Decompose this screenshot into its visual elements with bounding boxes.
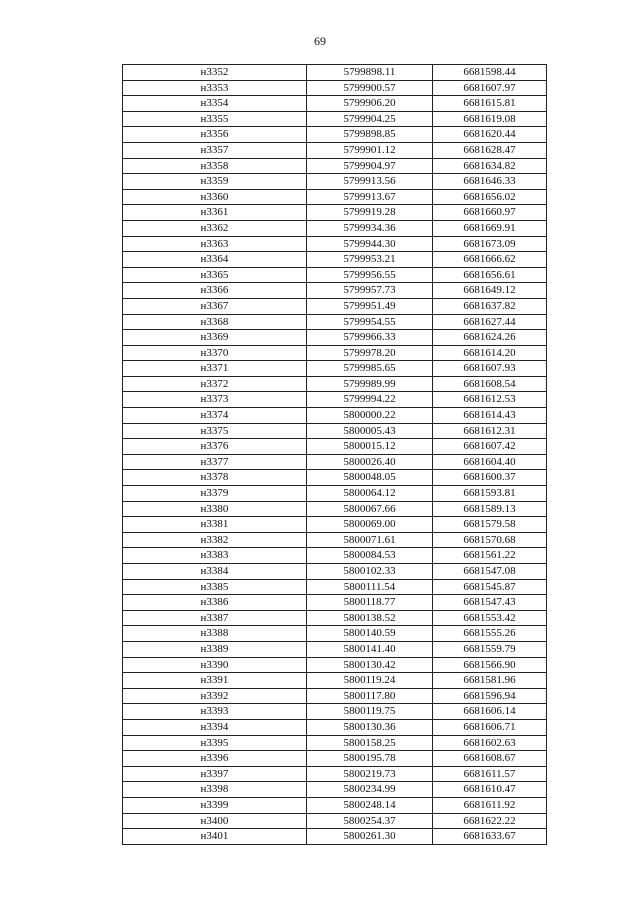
point-id-cell: н3361 bbox=[123, 205, 307, 221]
table-row bbox=[123, 361, 547, 377]
table-row bbox=[123, 80, 547, 96]
y-coordinate-cell: 6681606.71 bbox=[433, 719, 547, 735]
point-id-cell: н3382 bbox=[123, 532, 307, 548]
y-coordinate-cell: 6681547.43 bbox=[433, 595, 547, 611]
point-id-cell: н3372 bbox=[123, 376, 307, 392]
y-coordinate-cell: 6681615.81 bbox=[433, 96, 547, 112]
point-id-cell: н3373 bbox=[123, 392, 307, 408]
point-id-cell: н3398 bbox=[123, 782, 307, 798]
x-coordinate-cell: 5799904.97 bbox=[307, 158, 433, 174]
x-coordinate-cell: 5800261.30 bbox=[307, 829, 433, 845]
x-coordinate-cell: 5800119.24 bbox=[307, 673, 433, 689]
table-row bbox=[123, 517, 547, 533]
y-coordinate-cell: 6681611.57 bbox=[433, 766, 547, 782]
table-row bbox=[123, 470, 547, 486]
table-row bbox=[123, 236, 547, 252]
point-id-cell: н3397 bbox=[123, 766, 307, 782]
x-coordinate-cell: 5800048.05 bbox=[307, 470, 433, 486]
x-coordinate-cell: 5800118.77 bbox=[307, 595, 433, 611]
x-coordinate-cell: 5799994.22 bbox=[307, 392, 433, 408]
y-coordinate-cell: 6681611.92 bbox=[433, 797, 547, 813]
table-row bbox=[123, 704, 547, 720]
table-row bbox=[123, 782, 547, 798]
coordinate-table bbox=[122, 64, 547, 845]
x-coordinate-cell: 5800138.52 bbox=[307, 610, 433, 626]
point-id-cell: н3392 bbox=[123, 688, 307, 704]
point-id-cell: н3367 bbox=[123, 298, 307, 314]
y-coordinate-cell: 6681596.94 bbox=[433, 688, 547, 704]
x-coordinate-cell: 5800000.22 bbox=[307, 408, 433, 424]
x-coordinate-cell: 5799934.36 bbox=[307, 220, 433, 236]
y-coordinate-cell: 6681624.26 bbox=[433, 330, 547, 346]
y-coordinate-cell: 6681622.22 bbox=[433, 813, 547, 829]
x-coordinate-cell: 5799978.20 bbox=[307, 345, 433, 361]
point-id-cell: н3376 bbox=[123, 439, 307, 455]
point-id-cell: н3352 bbox=[123, 65, 307, 81]
point-id-cell: н3365 bbox=[123, 267, 307, 283]
point-id-cell: н3374 bbox=[123, 408, 307, 424]
x-coordinate-cell: 5800102.33 bbox=[307, 564, 433, 580]
table-row bbox=[123, 626, 547, 642]
point-id-cell: н3360 bbox=[123, 189, 307, 205]
x-coordinate-cell: 5799904.25 bbox=[307, 111, 433, 127]
table-row bbox=[123, 454, 547, 470]
y-coordinate-cell: 6681612.53 bbox=[433, 392, 547, 408]
point-id-cell: н3355 bbox=[123, 111, 307, 127]
x-coordinate-cell: 5799985.65 bbox=[307, 361, 433, 377]
x-coordinate-cell: 5799901.12 bbox=[307, 142, 433, 158]
y-coordinate-cell: 6681600.37 bbox=[433, 470, 547, 486]
table-row bbox=[123, 298, 547, 314]
point-id-cell: н3364 bbox=[123, 252, 307, 268]
point-id-cell: н3395 bbox=[123, 735, 307, 751]
table-row bbox=[123, 220, 547, 236]
point-id-cell: н3366 bbox=[123, 283, 307, 299]
table-row bbox=[123, 766, 547, 782]
point-id-cell: н3357 bbox=[123, 142, 307, 158]
table-row bbox=[123, 423, 547, 439]
y-coordinate-cell: 6681593.81 bbox=[433, 486, 547, 502]
y-coordinate-cell: 6681608.54 bbox=[433, 376, 547, 392]
table-row bbox=[123, 797, 547, 813]
table-row bbox=[123, 65, 547, 81]
table-row bbox=[123, 189, 547, 205]
point-id-cell: н3383 bbox=[123, 548, 307, 564]
table-row bbox=[123, 205, 547, 221]
y-coordinate-cell: 6681607.97 bbox=[433, 80, 547, 96]
table-row bbox=[123, 283, 547, 299]
table-row bbox=[123, 174, 547, 190]
table-row bbox=[123, 111, 547, 127]
y-coordinate-cell: 6681614.20 bbox=[433, 345, 547, 361]
x-coordinate-cell: 5800195.78 bbox=[307, 751, 433, 767]
y-coordinate-cell: 6681619.08 bbox=[433, 111, 547, 127]
x-coordinate-cell: 5800130.42 bbox=[307, 657, 433, 673]
point-id-cell: н3381 bbox=[123, 517, 307, 533]
point-id-cell: н3379 bbox=[123, 486, 307, 502]
x-coordinate-cell: 5800026.40 bbox=[307, 454, 433, 470]
x-coordinate-cell: 5800117.80 bbox=[307, 688, 433, 704]
point-id-cell: н3391 bbox=[123, 673, 307, 689]
y-coordinate-cell: 6681646.33 bbox=[433, 174, 547, 190]
table-row bbox=[123, 813, 547, 829]
point-id-cell: н3385 bbox=[123, 579, 307, 595]
y-coordinate-cell: 6681666.62 bbox=[433, 252, 547, 268]
table-row bbox=[123, 641, 547, 657]
x-coordinate-cell: 5799898.85 bbox=[307, 127, 433, 143]
point-id-cell: н3375 bbox=[123, 423, 307, 439]
point-id-cell: н3353 bbox=[123, 80, 307, 96]
x-coordinate-cell: 5799953.21 bbox=[307, 252, 433, 268]
x-coordinate-cell: 5799989.99 bbox=[307, 376, 433, 392]
point-id-cell: н3354 bbox=[123, 96, 307, 112]
x-coordinate-cell: 5799913.56 bbox=[307, 174, 433, 190]
y-coordinate-cell: 6681604.40 bbox=[433, 454, 547, 470]
y-coordinate-cell: 6681559.79 bbox=[433, 641, 547, 657]
table-row bbox=[123, 548, 547, 564]
x-coordinate-cell: 5799966.33 bbox=[307, 330, 433, 346]
point-id-cell: н3380 bbox=[123, 501, 307, 517]
y-coordinate-cell: 6681545.87 bbox=[433, 579, 547, 595]
point-id-cell: н3400 bbox=[123, 813, 307, 829]
table-row bbox=[123, 564, 547, 580]
point-id-cell: н3368 bbox=[123, 314, 307, 330]
point-id-cell: н3387 bbox=[123, 610, 307, 626]
table-row bbox=[123, 408, 547, 424]
table-row bbox=[123, 486, 547, 502]
y-coordinate-cell: 6681633.67 bbox=[433, 829, 547, 845]
point-id-cell: н3384 bbox=[123, 564, 307, 580]
table-row bbox=[123, 532, 547, 548]
y-coordinate-cell: 6681570.68 bbox=[433, 532, 547, 548]
table-row bbox=[123, 610, 547, 626]
y-coordinate-cell: 6681602.63 bbox=[433, 735, 547, 751]
y-coordinate-cell: 6681627.44 bbox=[433, 314, 547, 330]
x-coordinate-cell: 5799956.55 bbox=[307, 267, 433, 283]
y-coordinate-cell: 6681610.47 bbox=[433, 782, 547, 798]
page-number: 69 bbox=[314, 34, 326, 48]
y-coordinate-cell: 6681566.90 bbox=[433, 657, 547, 673]
table-row bbox=[123, 330, 547, 346]
table-row bbox=[123, 501, 547, 517]
x-coordinate-cell: 5800140.59 bbox=[307, 626, 433, 642]
table-row bbox=[123, 127, 547, 143]
coordinate-table-body bbox=[123, 65, 547, 845]
y-coordinate-cell: 6681673.09 bbox=[433, 236, 547, 252]
y-coordinate-cell: 6681547.08 bbox=[433, 564, 547, 580]
y-coordinate-cell: 6681555.26 bbox=[433, 626, 547, 642]
x-coordinate-cell: 5800111.54 bbox=[307, 579, 433, 595]
table-row bbox=[123, 579, 547, 595]
table-row bbox=[123, 314, 547, 330]
x-coordinate-cell: 5800248.14 bbox=[307, 797, 433, 813]
point-id-cell: н3378 bbox=[123, 470, 307, 486]
x-coordinate-cell: 5799919.28 bbox=[307, 205, 433, 221]
x-coordinate-cell: 5799951.49 bbox=[307, 298, 433, 314]
table-row bbox=[123, 96, 547, 112]
table-row bbox=[123, 252, 547, 268]
table-row bbox=[123, 158, 547, 174]
x-coordinate-cell: 5799944.30 bbox=[307, 236, 433, 252]
point-id-cell: н3401 bbox=[123, 829, 307, 845]
y-coordinate-cell: 6681579.58 bbox=[433, 517, 547, 533]
x-coordinate-cell: 5800119.75 bbox=[307, 704, 433, 720]
x-coordinate-cell: 5800069.00 bbox=[307, 517, 433, 533]
table-row bbox=[123, 673, 547, 689]
y-coordinate-cell: 6681606.14 bbox=[433, 704, 547, 720]
y-coordinate-cell: 6681614.43 bbox=[433, 408, 547, 424]
y-coordinate-cell: 6681660.97 bbox=[433, 205, 547, 221]
y-coordinate-cell: 6681656.61 bbox=[433, 267, 547, 283]
table-row bbox=[123, 719, 547, 735]
point-id-cell: н3393 bbox=[123, 704, 307, 720]
x-coordinate-cell: 5800071.61 bbox=[307, 532, 433, 548]
x-coordinate-cell: 5800005.43 bbox=[307, 423, 433, 439]
y-coordinate-cell: 6681553.42 bbox=[433, 610, 547, 626]
point-id-cell: н3399 bbox=[123, 797, 307, 813]
point-id-cell: н3371 bbox=[123, 361, 307, 377]
x-coordinate-cell: 5800015.12 bbox=[307, 439, 433, 455]
point-id-cell: н3388 bbox=[123, 626, 307, 642]
x-coordinate-cell: 5799957.73 bbox=[307, 283, 433, 299]
point-id-cell: н3389 bbox=[123, 641, 307, 657]
table-row bbox=[123, 688, 547, 704]
table-row bbox=[123, 439, 547, 455]
x-coordinate-cell: 5800254.37 bbox=[307, 813, 433, 829]
table-row bbox=[123, 142, 547, 158]
y-coordinate-cell: 6681628.47 bbox=[433, 142, 547, 158]
point-id-cell: н3394 bbox=[123, 719, 307, 735]
y-coordinate-cell: 6681634.82 bbox=[433, 158, 547, 174]
y-coordinate-cell: 6681607.93 bbox=[433, 361, 547, 377]
x-coordinate-cell: 5800084.53 bbox=[307, 548, 433, 564]
y-coordinate-cell: 6681581.96 bbox=[433, 673, 547, 689]
x-coordinate-cell: 5799898.11 bbox=[307, 65, 433, 81]
table-row bbox=[123, 345, 547, 361]
y-coordinate-cell: 6681608.67 bbox=[433, 751, 547, 767]
y-coordinate-cell: 6681589.13 bbox=[433, 501, 547, 517]
y-coordinate-cell: 6681598.44 bbox=[433, 65, 547, 81]
table-row bbox=[123, 735, 547, 751]
table-row bbox=[123, 751, 547, 767]
x-coordinate-cell: 5799913.67 bbox=[307, 189, 433, 205]
table-row bbox=[123, 392, 547, 408]
table-row bbox=[123, 829, 547, 845]
x-coordinate-cell: 5799906.20 bbox=[307, 96, 433, 112]
point-id-cell: н3369 bbox=[123, 330, 307, 346]
table-row bbox=[123, 657, 547, 673]
x-coordinate-cell: 5800130.36 bbox=[307, 719, 433, 735]
x-coordinate-cell: 5800064.12 bbox=[307, 486, 433, 502]
y-coordinate-cell: 6681607.42 bbox=[433, 439, 547, 455]
x-coordinate-cell: 5800219.73 bbox=[307, 766, 433, 782]
y-coordinate-cell: 6681561.22 bbox=[433, 548, 547, 564]
table-row bbox=[123, 267, 547, 283]
point-id-cell: н3356 bbox=[123, 127, 307, 143]
point-id-cell: н3396 bbox=[123, 751, 307, 767]
x-coordinate-cell: 5800067.66 bbox=[307, 501, 433, 517]
y-coordinate-cell: 6681620.44 bbox=[433, 127, 547, 143]
x-coordinate-cell: 5800234.99 bbox=[307, 782, 433, 798]
point-id-cell: н3377 bbox=[123, 454, 307, 470]
point-id-cell: н3362 bbox=[123, 220, 307, 236]
point-id-cell: н3359 bbox=[123, 174, 307, 190]
point-id-cell: н3386 bbox=[123, 595, 307, 611]
y-coordinate-cell: 6681637.82 bbox=[433, 298, 547, 314]
x-coordinate-cell: 5799954.55 bbox=[307, 314, 433, 330]
x-coordinate-cell: 5800158.25 bbox=[307, 735, 433, 751]
point-id-cell: н3363 bbox=[123, 236, 307, 252]
table-row bbox=[123, 376, 547, 392]
point-id-cell: н3370 bbox=[123, 345, 307, 361]
table-row bbox=[123, 595, 547, 611]
point-id-cell: н3358 bbox=[123, 158, 307, 174]
x-coordinate-cell: 5799900.57 bbox=[307, 80, 433, 96]
y-coordinate-cell: 6681656.02 bbox=[433, 189, 547, 205]
y-coordinate-cell: 6681612.31 bbox=[433, 423, 547, 439]
y-coordinate-cell: 6681649.12 bbox=[433, 283, 547, 299]
x-coordinate-cell: 5800141.40 bbox=[307, 641, 433, 657]
y-coordinate-cell: 6681669.91 bbox=[433, 220, 547, 236]
point-id-cell: н3390 bbox=[123, 657, 307, 673]
